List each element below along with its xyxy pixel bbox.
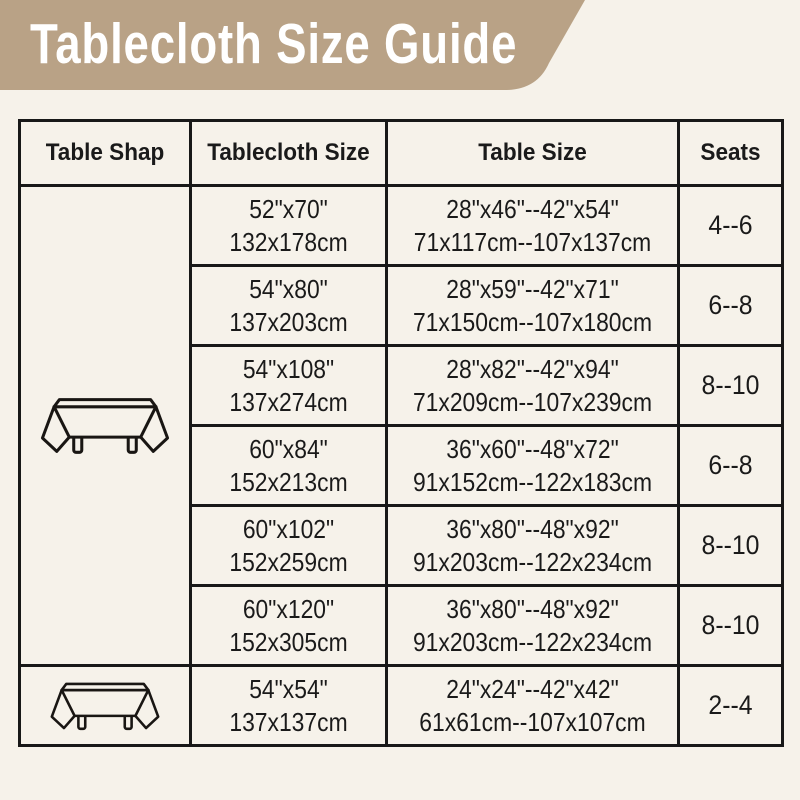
tablecloth-size-cell: 54"x108" 137x274cm	[191, 346, 387, 426]
header-banner	[0, 0, 800, 95]
tablecloth-draped-rectangle-table-icon	[38, 396, 172, 455]
seats-cell: 6--8	[679, 266, 783, 346]
size-guide-table	[18, 119, 784, 747]
seats-cell: 4--6	[679, 186, 783, 266]
seats-cell: 8--10	[679, 346, 783, 426]
tablecloth-draped-square-table-icon	[48, 678, 162, 734]
column-header-table-shape: Table Shap	[20, 121, 191, 186]
size-guide-table-container	[18, 119, 784, 747]
table-size-cell: 28"x82"--42"x94" 71x209cm--107x239cm	[387, 346, 679, 426]
table-row	[20, 666, 783, 746]
table-size-cell: 28"x46"--42"x54" 71x117cm--107x137cm	[387, 186, 679, 266]
column-header-seats: Seats	[679, 121, 783, 186]
table-size-cell: 36"x60"--48"x72" 91x152cm--122x183cm	[387, 426, 679, 506]
column-header-tablecloth-size: Tablecloth Size	[191, 121, 387, 186]
page-title: Tablecloth Size Guide	[30, 12, 518, 76]
tablecloth-size-cell: 54"x54" 137x137cm	[191, 666, 387, 746]
seats-cell: 6--8	[679, 426, 783, 506]
tablecloth-size-cell: 52"x70" 132x178cm	[191, 186, 387, 266]
seats-cell: 2--4	[679, 666, 783, 746]
table-size-cell: 36"x80"--48"x92" 91x203cm--122x234cm	[387, 506, 679, 586]
column-header-table-size: Table Size	[387, 121, 679, 186]
tablecloth-size-cell: 60"x102" 152x259cm	[191, 506, 387, 586]
table-size-cell: 36"x80"--48"x92" 91x203cm--122x234cm	[387, 586, 679, 666]
tablecloth-size-cell: 54"x80" 137x203cm	[191, 266, 387, 346]
tablecloth-size-cell: 60"x84" 152x213cm	[191, 426, 387, 506]
seats-cell: 8--10	[679, 506, 783, 586]
shape-cell-square	[20, 666, 191, 746]
table-row	[20, 186, 783, 266]
shape-cell-rectangle	[20, 186, 191, 666]
table-size-cell: 24"x24"--42"x42" 61x61cm--107x107cm	[387, 666, 679, 746]
tablecloth-size-cell: 60"x120" 152x305cm	[191, 586, 387, 666]
seats-cell: 8--10	[679, 586, 783, 666]
header-row	[20, 121, 783, 186]
table-size-cell: 28"x59"--42"x71" 71x150cm--107x180cm	[387, 266, 679, 346]
